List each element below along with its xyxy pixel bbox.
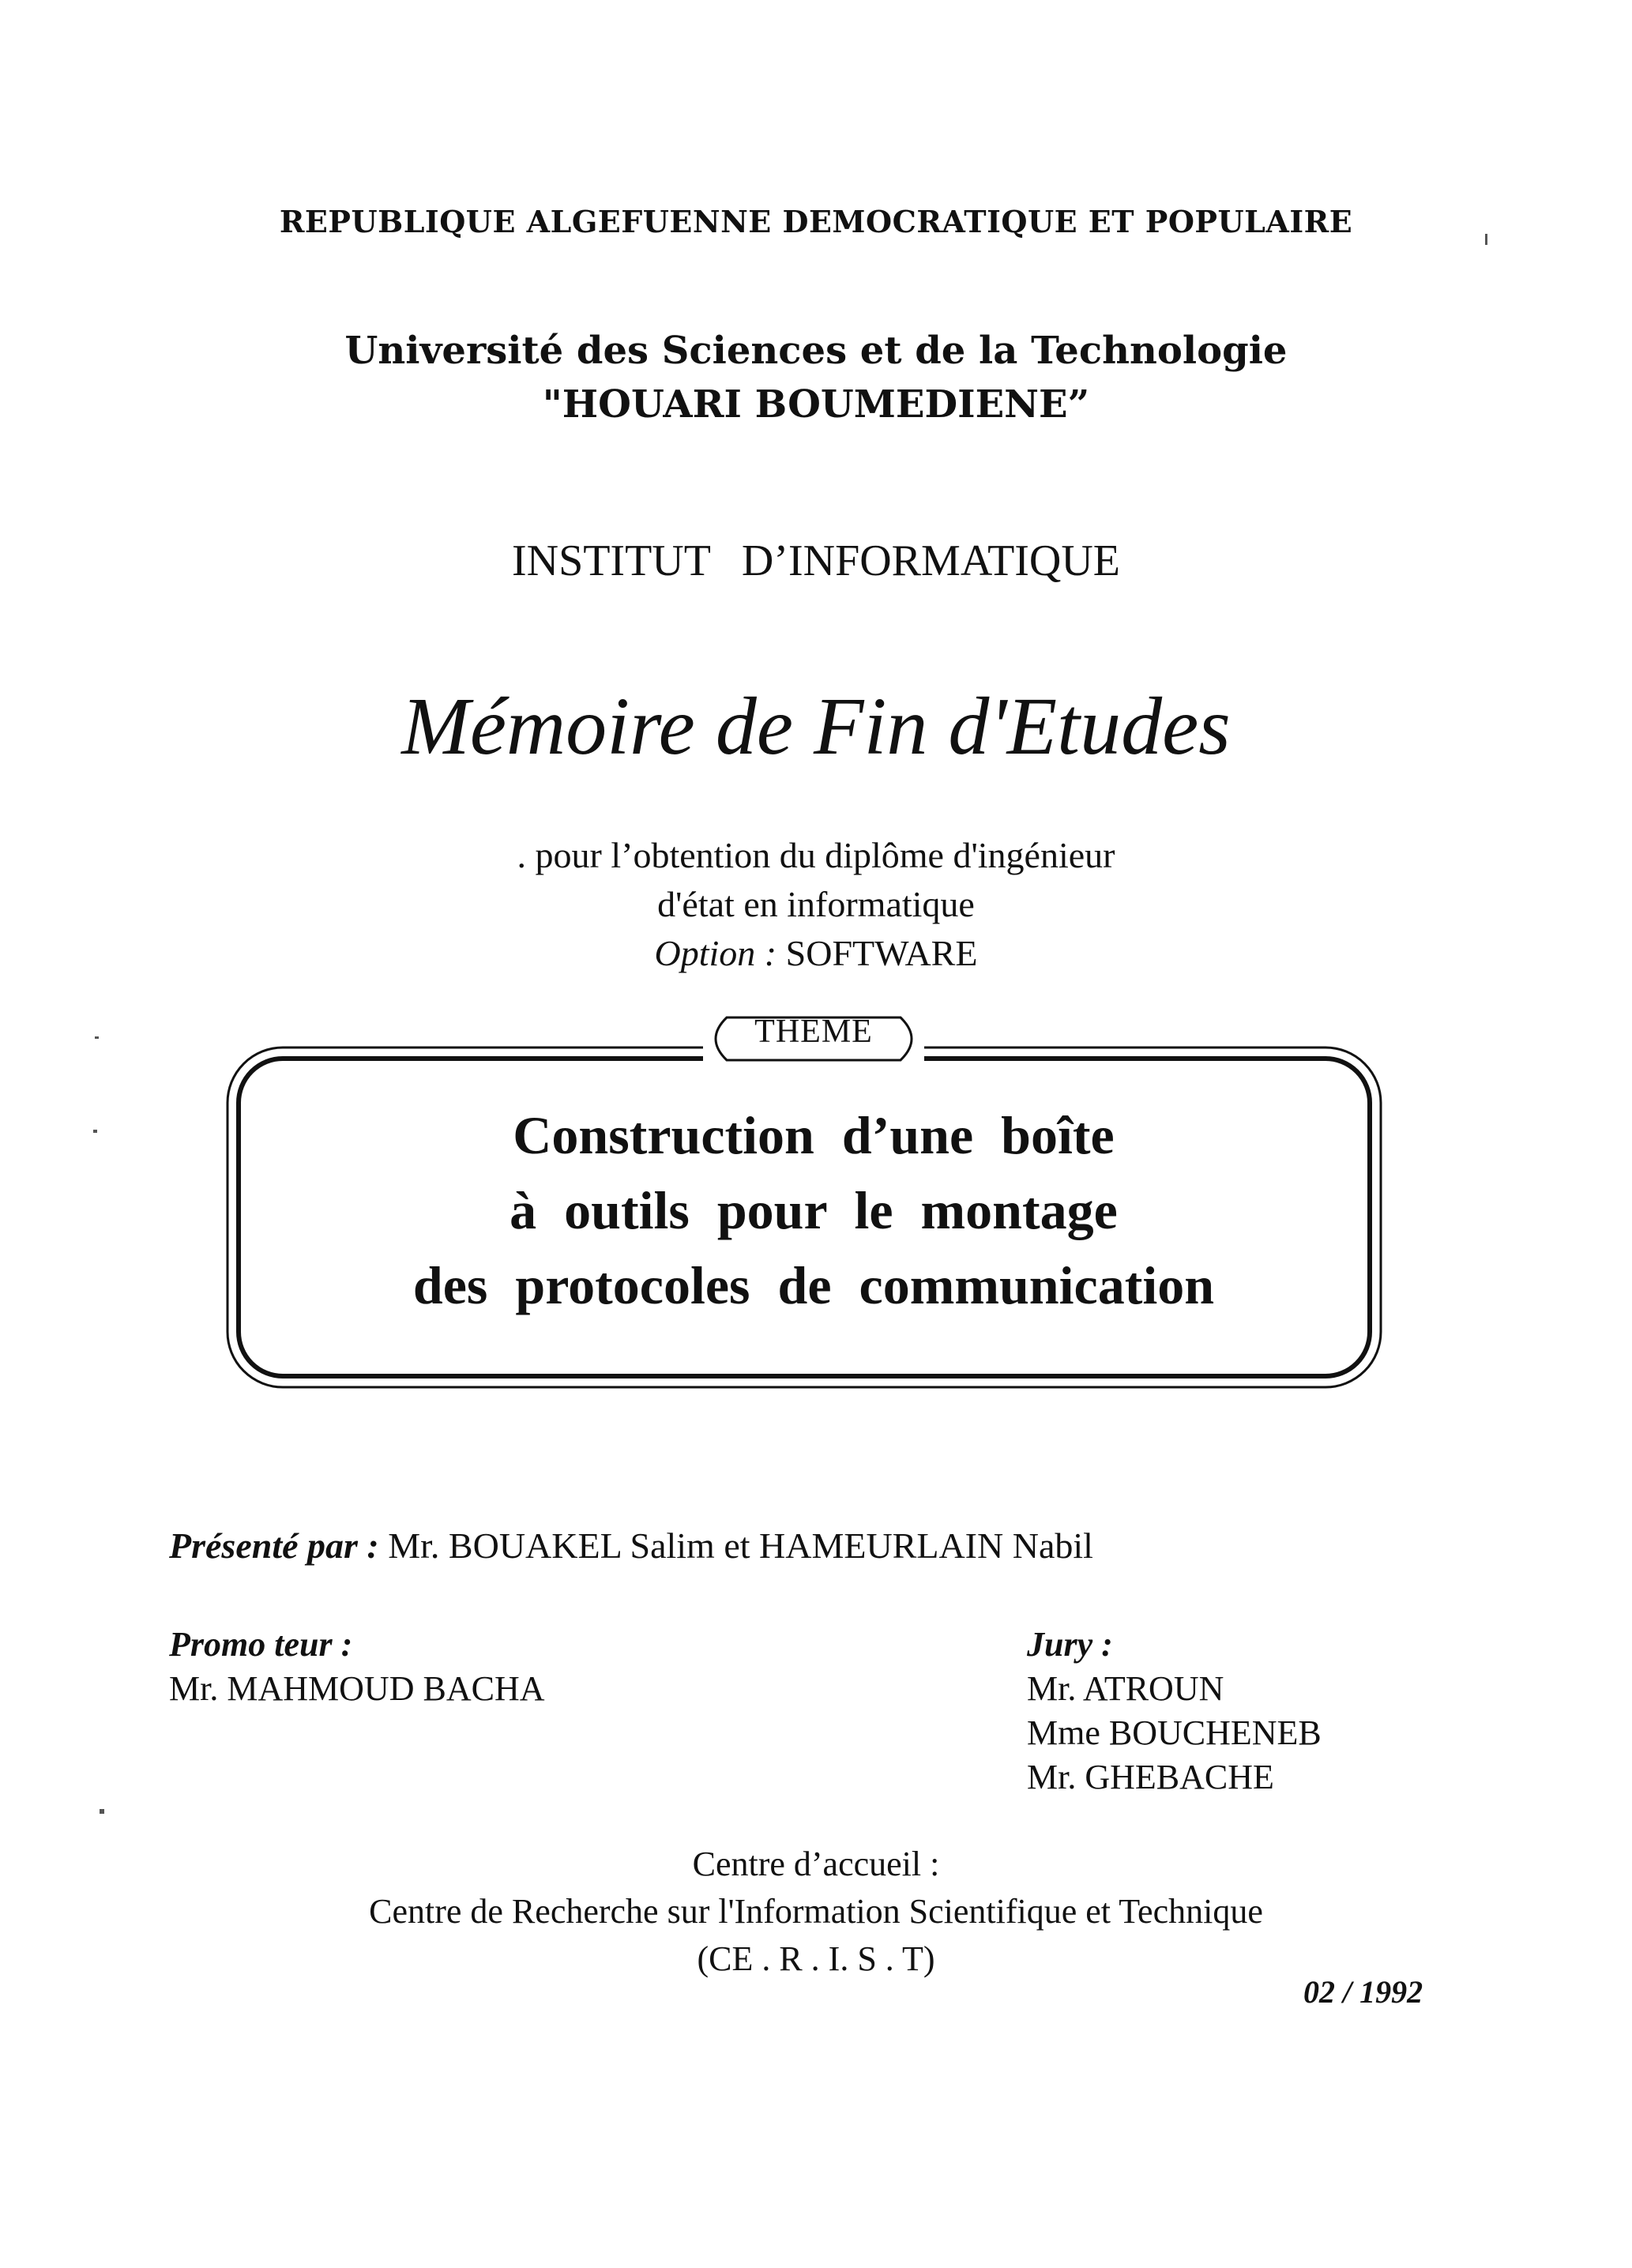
scan-speck <box>1485 234 1487 245</box>
scan-speck <box>93 1130 97 1133</box>
university-line-2: "HOUARI BOUMEDIENE” <box>542 382 1090 427</box>
scan-speck <box>100 1809 104 1814</box>
diploma-line-2: d'état en informatique <box>657 884 975 924</box>
jury-member: Mme BOUCHENEB <box>1027 1713 1322 1752</box>
centre-line-2: Centre de Recherche sur l'Information Scientifique et Technique <box>369 1892 1263 1931</box>
jury-member: Mr. ATROUN <box>1027 1669 1224 1708</box>
theme-title-line-1: Construction d’une boîte <box>513 1105 1115 1165</box>
memoire-title: Mémoire de Fin d'Etudes <box>401 681 1231 772</box>
theme-title <box>237 1098 1390 1323</box>
submission-date: 02 / 1992 <box>1303 1974 1423 2010</box>
centre-accueil <box>0 1841 1632 1983</box>
republic-heading: REPUBLIQUE ALGEFUENNE DEMOCRATIQUE ET POPULAIRE <box>279 204 1353 239</box>
university-line-1: Université des Sciences et de la Technologie <box>344 329 1288 373</box>
centre-line-1: Centre d’accueil : <box>692 1845 940 1883</box>
promoteur-name: Mr. MAHMOUD BACHA <box>169 1669 545 1708</box>
jury-label: Jury : <box>1027 1625 1113 1664</box>
promoteur-label: Promo teur : <box>169 1625 353 1664</box>
option-label: Option : <box>654 933 777 973</box>
institute-heading: INSTITUT D’INFORMATIQUE <box>511 536 1121 585</box>
jury-block <box>1027 1623 1322 1800</box>
diploma-line-1: . pour l’obtention du diplôme d'ingénieur <box>517 835 1115 875</box>
university-name <box>0 324 1632 431</box>
theme-label: THEME <box>754 1014 873 1050</box>
theme-title-line-3: des protocoles de communication <box>412 1255 1215 1315</box>
diploma-description <box>0 831 1632 978</box>
presented-value: Mr. BOUAKEL Salim et HAMEURLAIN Nabil <box>378 1525 1093 1566</box>
scan-speck <box>95 1036 99 1039</box>
theme-title-line-2: à outils pour le montage <box>510 1180 1118 1240</box>
jury-member: Mr. GHEBACHE <box>1027 1758 1274 1796</box>
presented-label: Présenté par : <box>169 1525 379 1566</box>
diploma-option <box>0 929 1632 978</box>
option-value: SOFTWARE <box>777 933 978 973</box>
centre-line-3: (CE . R . I. S . T) <box>697 1939 935 1978</box>
presented-by <box>169 1525 1093 1567</box>
promoteur-block <box>169 1623 545 1711</box>
